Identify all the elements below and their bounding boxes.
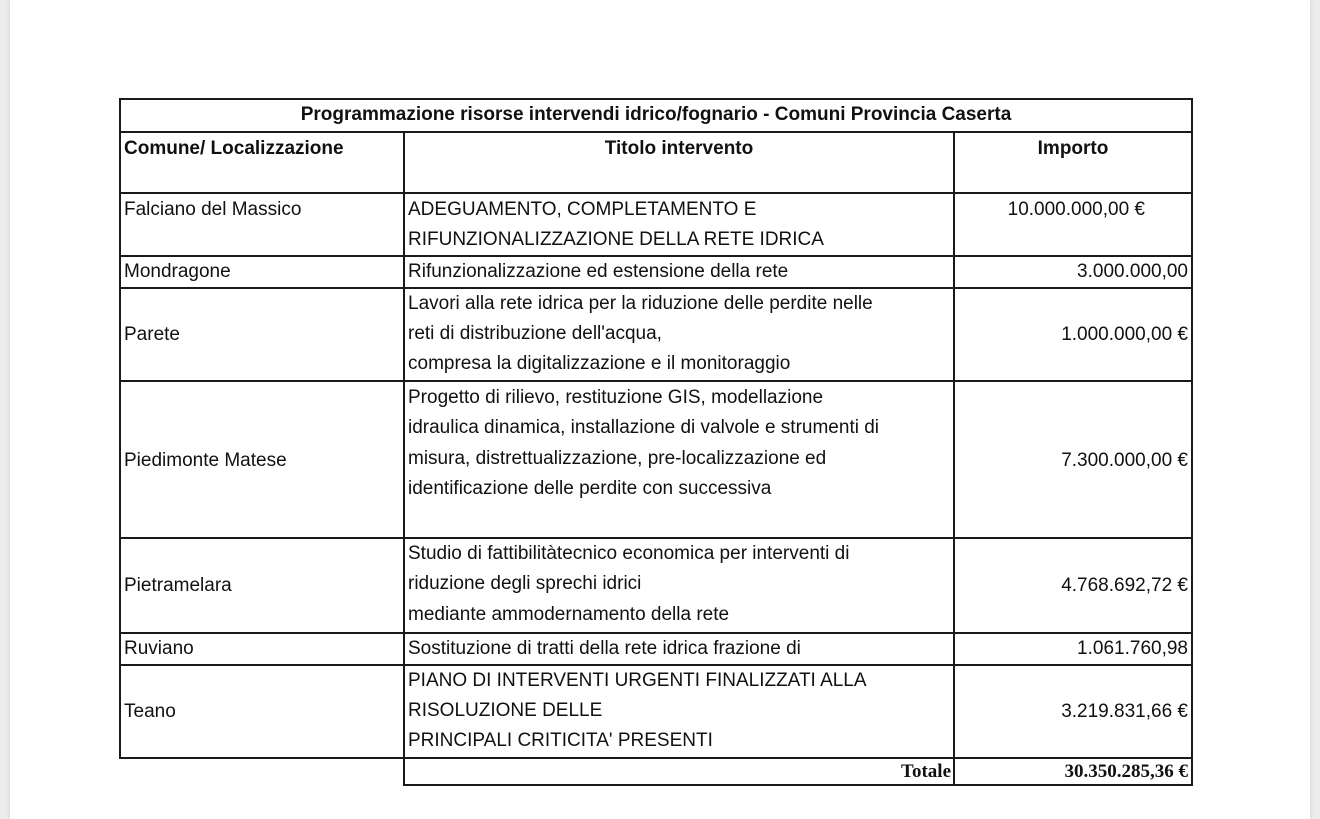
table-border [403,131,405,786]
total-value: 30.350.285,36 € [1064,761,1188,782]
cell-titolo-line: Sostituzione di tratti della rete idrica frazione di [408,638,801,659]
cell-importo: 1.000.000,00 € [1061,324,1188,345]
cell-titolo-line: identificazione delle perdite con successiva [408,478,772,499]
cell-importo: 10.000.000,00 € [1007,199,1145,220]
total-label: Totale [901,761,951,782]
table-border [119,98,121,759]
spreadsheet-table [10,0,1310,819]
cell-importo: 3.219.831,66 € [1061,701,1188,722]
table-title: Programmazione risorse intervendi idrico/fognario - Comuni Provincia Caserta [300,104,1012,125]
cell-titolo-line: misura, distrettualizzazione, pre-localizzazione ed [408,448,827,469]
document-page [10,0,1310,819]
cell-titolo-line: Rifunzionalizzazione ed estensione della rete [408,261,789,282]
cell-importo: 4.768.692,72 € [1061,575,1188,596]
cell-comune: Falciano del Massico [124,199,302,220]
cell-titolo-line: Lavori alla rete idrica per la riduzione delle perdite nelle [408,293,873,314]
cell-titolo-line: RIFUNZIONALIZZAZIONE DELLA RETE IDRICA [408,229,824,250]
cell-titolo-line: PRINCIPALI CRITICITA' PRESENTI [408,730,713,751]
cell-titolo-line: Progetto di rilievo, restituzione GIS, modellazione [408,387,824,408]
cell-titolo-line: reti di distribuzione dell'acqua, [408,323,662,344]
cell-titolo-line: ADEGUAMENTO, COMPLETAMENTO E [408,199,757,220]
cell-titolo-line: riduzione degli sprechi idrici [408,573,642,594]
cell-comune: Mondragone [124,261,231,282]
cell-comune: Teano [124,701,176,722]
table-border [119,192,1193,194]
header-comune: Comune/ Localizzazione [124,138,344,159]
table-border [1191,98,1193,786]
cell-titolo-line: RISOLUZIONE DELLE [408,700,603,721]
cell-importo: 3.000.000,00 [1077,261,1188,282]
cell-titolo-line: Studio di fattibilitàtecnico economica per interventi di [408,543,850,564]
table-border [119,131,1193,133]
cell-importo: 1.061.760,98 [1077,638,1188,659]
cell-titolo-line: PIANO DI INTERVENTI URGENTI FINALIZZATI ALLA [408,670,867,691]
cell-comune: Piedimonte Matese [124,450,287,471]
cell-comune: Pietramelara [124,575,232,596]
header-importo: Importo [1037,138,1109,159]
cell-titolo-line: mediante ammodernamento della rete [408,604,730,625]
header-titolo: Titolo intervento [604,138,754,159]
cell-comune: Ruviano [124,638,194,659]
cell-titolo-line: idraulica dinamica, installazione di valvole e strumenti di [408,417,880,438]
cell-titolo-line: compresa la digitalizzazione e il monitoraggio [408,353,791,374]
table-border [119,380,1193,382]
cell-comune: Parete [124,324,180,345]
cell-importo: 7.300.000,00 € [1061,450,1188,471]
